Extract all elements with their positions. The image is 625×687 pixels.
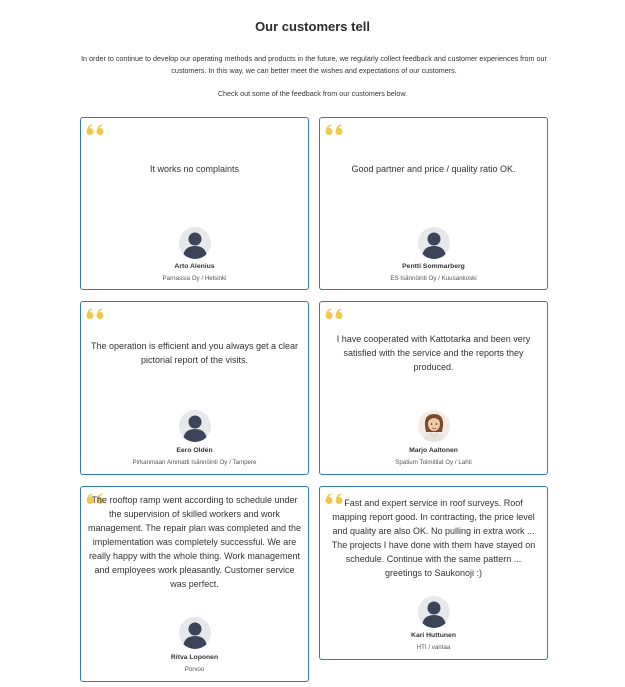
- quote-icon: [325, 308, 344, 320]
- person-silhouette-icon: [179, 617, 211, 649]
- customer-company: Parnassia Oy / Helsinki: [162, 275, 227, 282]
- customer-name: Pentti Sommarberg: [402, 263, 465, 270]
- person-silhouette-icon: [179, 227, 211, 259]
- quote-icon: [325, 124, 344, 136]
- customer-name: Kari Huttunen: [411, 632, 456, 639]
- person-photo: [418, 410, 450, 442]
- testimonial-card: [80, 486, 309, 682]
- testimonial-card: [319, 301, 548, 475]
- person-silhouette-icon: [418, 596, 450, 628]
- testimonial-text: The rooftop ramp went according to schedule under the supervision of skilled workers and work management. The repair plan was completed and the implementation was completely successful. We are really happy with the whole thing. Work management and employees work pleasantly. Customer service was perfect.: [88, 495, 301, 589]
- testimonial-text: The operation is efficient and you always get a clear pictorial report of the visits.: [91, 341, 298, 365]
- customer-company: ES Isännöinti Oy / Kuusankoski: [390, 275, 477, 282]
- testimonial-text: It works no complaints: [149, 164, 240, 174]
- customer-name: Ritva Loponen: [170, 654, 219, 661]
- customer-name: Marjo Aaltonen: [409, 447, 458, 454]
- customer-name: Eero Oldén: [176, 447, 213, 454]
- customer-company: HTI / vantaa: [416, 644, 451, 651]
- testimonial-card: [319, 117, 548, 290]
- feedback-intro: Check out some of the feedback from our customers below.: [217, 89, 408, 98]
- customer-company: Pirkanmaan Ammatti Isännöinti Oy / Tampere: [132, 459, 257, 466]
- testimonial-text: Fast and expert service in roof surveys. Roof mapping report good. In contracting, the price level and quality are also OK. No pulling in extra work ... The projects I have done with them have stayed on schedule. Continue with the same pattern ... greetings to Saukonoji :): [331, 498, 536, 578]
- testimonial-card: [80, 301, 309, 475]
- person-silhouette-icon: [418, 227, 450, 259]
- intro-text: In order to continue to develop our operating methods and products in the future, we regularly collect feedback and customer experiences from our customers. In this way, we can better meet the wishes and expectations of our customers.: [81, 54, 547, 75]
- person-silhouette-icon: [179, 410, 211, 442]
- testimonial-text: I have cooperated with Kattotarka and been very satisfied with the service and the reports they produced.: [336, 334, 531, 372]
- page-title: Our customers tell: [255, 19, 370, 34]
- testimonial-card: [319, 486, 548, 660]
- testimonial-text: Good partner and price / quality ratio OK.: [351, 164, 516, 174]
- customer-company: Porvoo: [184, 666, 205, 673]
- quote-icon: [86, 308, 105, 320]
- customer-company: Spatium Toimitilat Oy / Lahti: [395, 459, 472, 466]
- testimonial-card: [80, 117, 309, 290]
- customer-name: Arto Alenius: [174, 263, 215, 270]
- quote-icon: [86, 124, 105, 136]
